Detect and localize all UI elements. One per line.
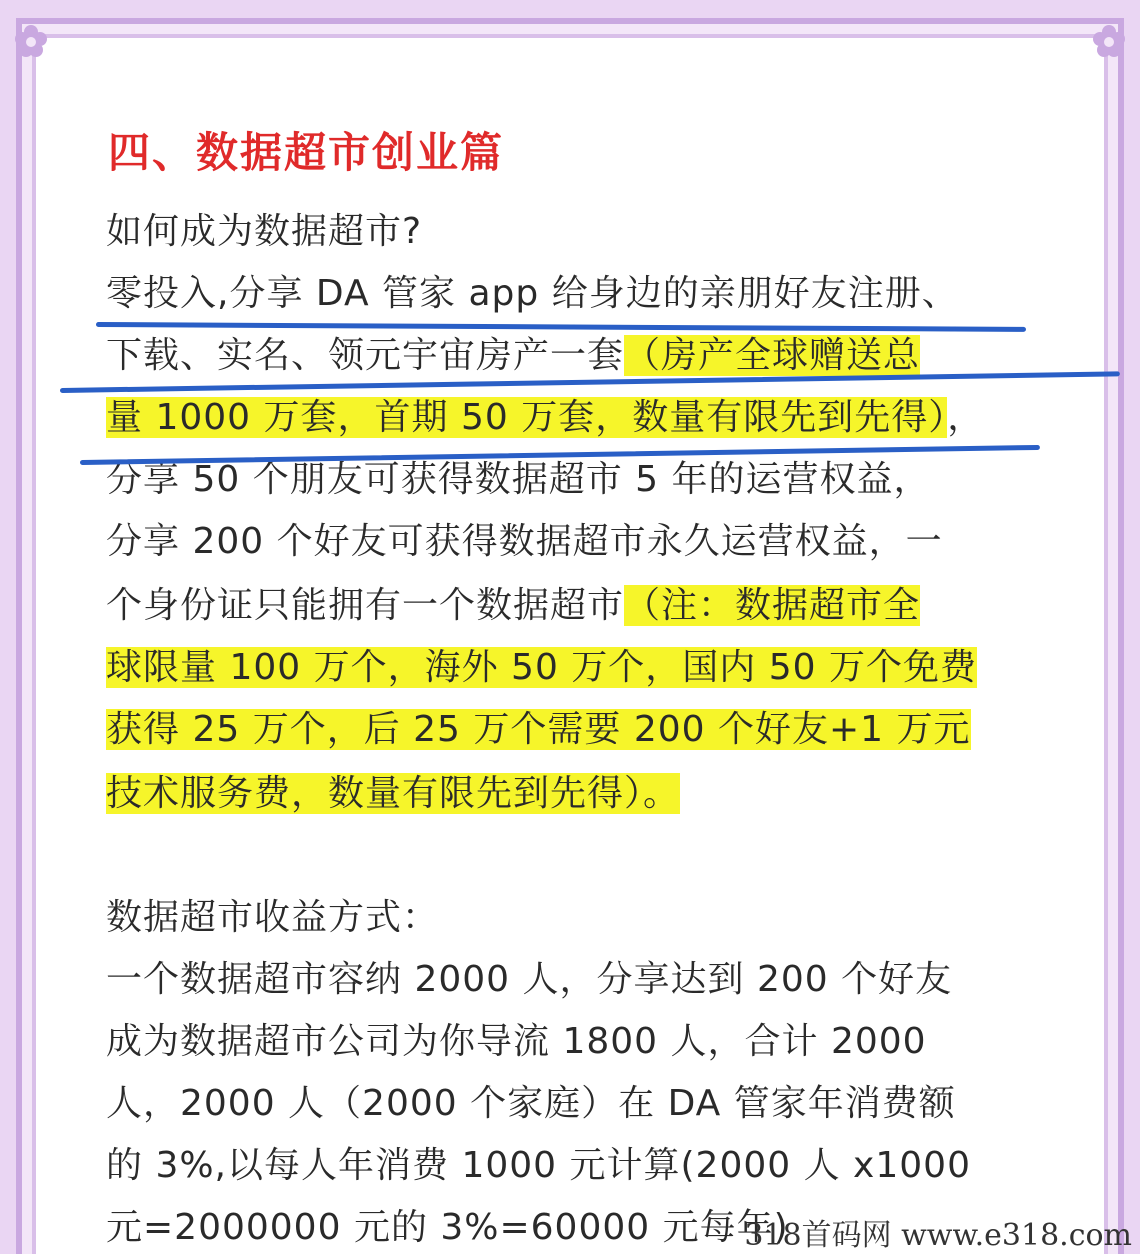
text-line: 一个数据超市容纳 2000 人，分享达到 200 个好友 — [106, 959, 953, 1000]
text-line: 人，2000 人（2000 个家庭）在 DA 管家年消费额 — [106, 1083, 956, 1124]
highlighted-text: 量 1000 万套，首期 50 万套，数量有限先到先得） — [106, 397, 948, 438]
text-line: 下载、实名、领元宇宙房产一套（房产全球赠送总 — [106, 335, 921, 376]
highlighted-text: （房产全球赠送总 — [624, 335, 921, 376]
text-line: 成为数据超市公司为你导流 1800 人，合计 2000 — [106, 1021, 927, 1062]
watermark: 318首码网 www.e318.com — [744, 1218, 1132, 1253]
highlighted-text: （注：数据超市全 — [624, 585, 921, 626]
text-line: 个身份证只能拥有一个数据超市（注：数据超市全 — [106, 585, 921, 626]
text-line — [106, 704, 971, 756]
text-line: 元=2000000 元的 3%=60000 元每年) — [106, 1207, 789, 1248]
section-heading: 数据超市收益方式： — [106, 897, 440, 938]
page-title: 四、数据超市创业篇 — [108, 128, 505, 177]
text-line — [106, 642, 977, 694]
text-line — [106, 768, 680, 820]
text-line: 分享 50 个朋友可获得数据超市 5 年的运营权益， — [106, 459, 931, 500]
text-line: 如何成为数据超市? — [106, 211, 423, 252]
text-line: 的 3%,以每人年消费 1000 元计算(2000 人 x1000 — [106, 1145, 971, 1186]
highlighted-text: 球限量 100 万个，海外 50 万个，国内 50 万个免费 — [106, 647, 977, 688]
highlighted-text: 获得 25 万个，后 25 万个需要 200 个好友+1 万元 — [106, 709, 971, 750]
text-line: 分享 200 个好友可获得数据超市永久运营权益，一 — [106, 521, 943, 562]
text-line: 零投入,分享 DA 管家 app 给身边的亲朋好友注册、 — [106, 273, 959, 314]
text-line: 量 1000 万套，首期 50 万套，数量有限先到先得）， — [106, 397, 985, 438]
highlighted-text: 技术服务费，数量有限先到先得）。 — [106, 773, 681, 814]
